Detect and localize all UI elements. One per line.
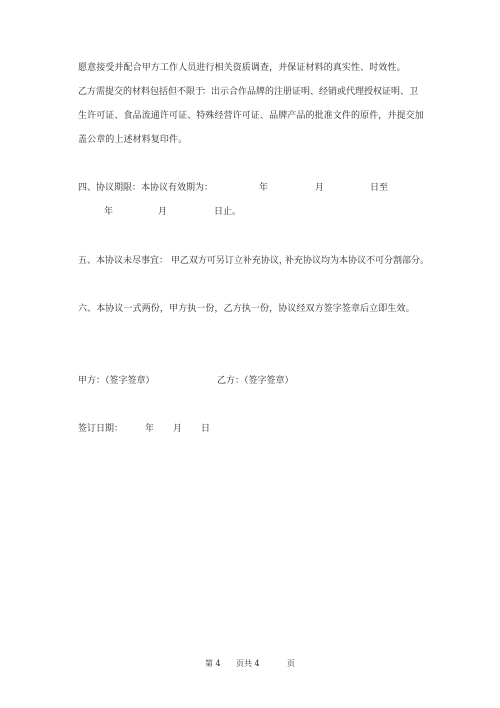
paragraph-line: 愿意接受并配合甲方工作人员进行相关资质调查，并保证材料的真实性、时效性。 <box>78 63 406 73</box>
paragraph-line: 生许可证、食品流通许可证、特殊经营许可证、品牌产品的批准文件的原件，并提交加 <box>78 111 424 121</box>
signing-month: 月 <box>173 424 183 434</box>
party-b-signature: 乙方：（签字签章） <box>217 376 294 386</box>
page-number-current: 第 4 <box>205 659 221 668</box>
date-month-field: 月 <box>158 207 168 217</box>
paragraph-line: 乙方需提交的材料包括但不限于 <box>78 87 205 97</box>
date-year-field: 年 <box>259 183 269 193</box>
page-number-suffix: 页 <box>287 659 295 668</box>
signing-year: 年 <box>145 424 155 434</box>
section-6-text: 六、本协议一式两份，甲方执一份，乙方执一份，协议经双方签字签章后立即生效。 <box>78 304 415 314</box>
date-year-field: 年 <box>104 207 114 217</box>
date-month-field: 月 <box>315 183 325 193</box>
date-day-field: 日至 <box>370 183 389 193</box>
party-a-signature: 甲方：（签字签章） <box>78 376 155 386</box>
section-5-text: 补充协议均为本协议不可分割部分。 <box>285 256 430 266</box>
section-4-label: 四、协议期限：本协议有效期为： <box>78 183 214 193</box>
paragraph-line: ：出示合作品牌的注册证明、经销或代理授权证明、卫 <box>202 87 419 97</box>
paragraph-line: 盖公章的上述材料复印件。 <box>78 135 188 145</box>
section-5-text: 五、本协议未尽事宜： 甲乙双方可另订立补充协议， <box>78 256 288 266</box>
signing-date-label: 签订日期： <box>78 424 124 434</box>
signing-day: 日 <box>201 424 211 434</box>
date-day-field: 日止。 <box>214 207 242 217</box>
page-number-total: 页共 4 <box>236 659 260 668</box>
